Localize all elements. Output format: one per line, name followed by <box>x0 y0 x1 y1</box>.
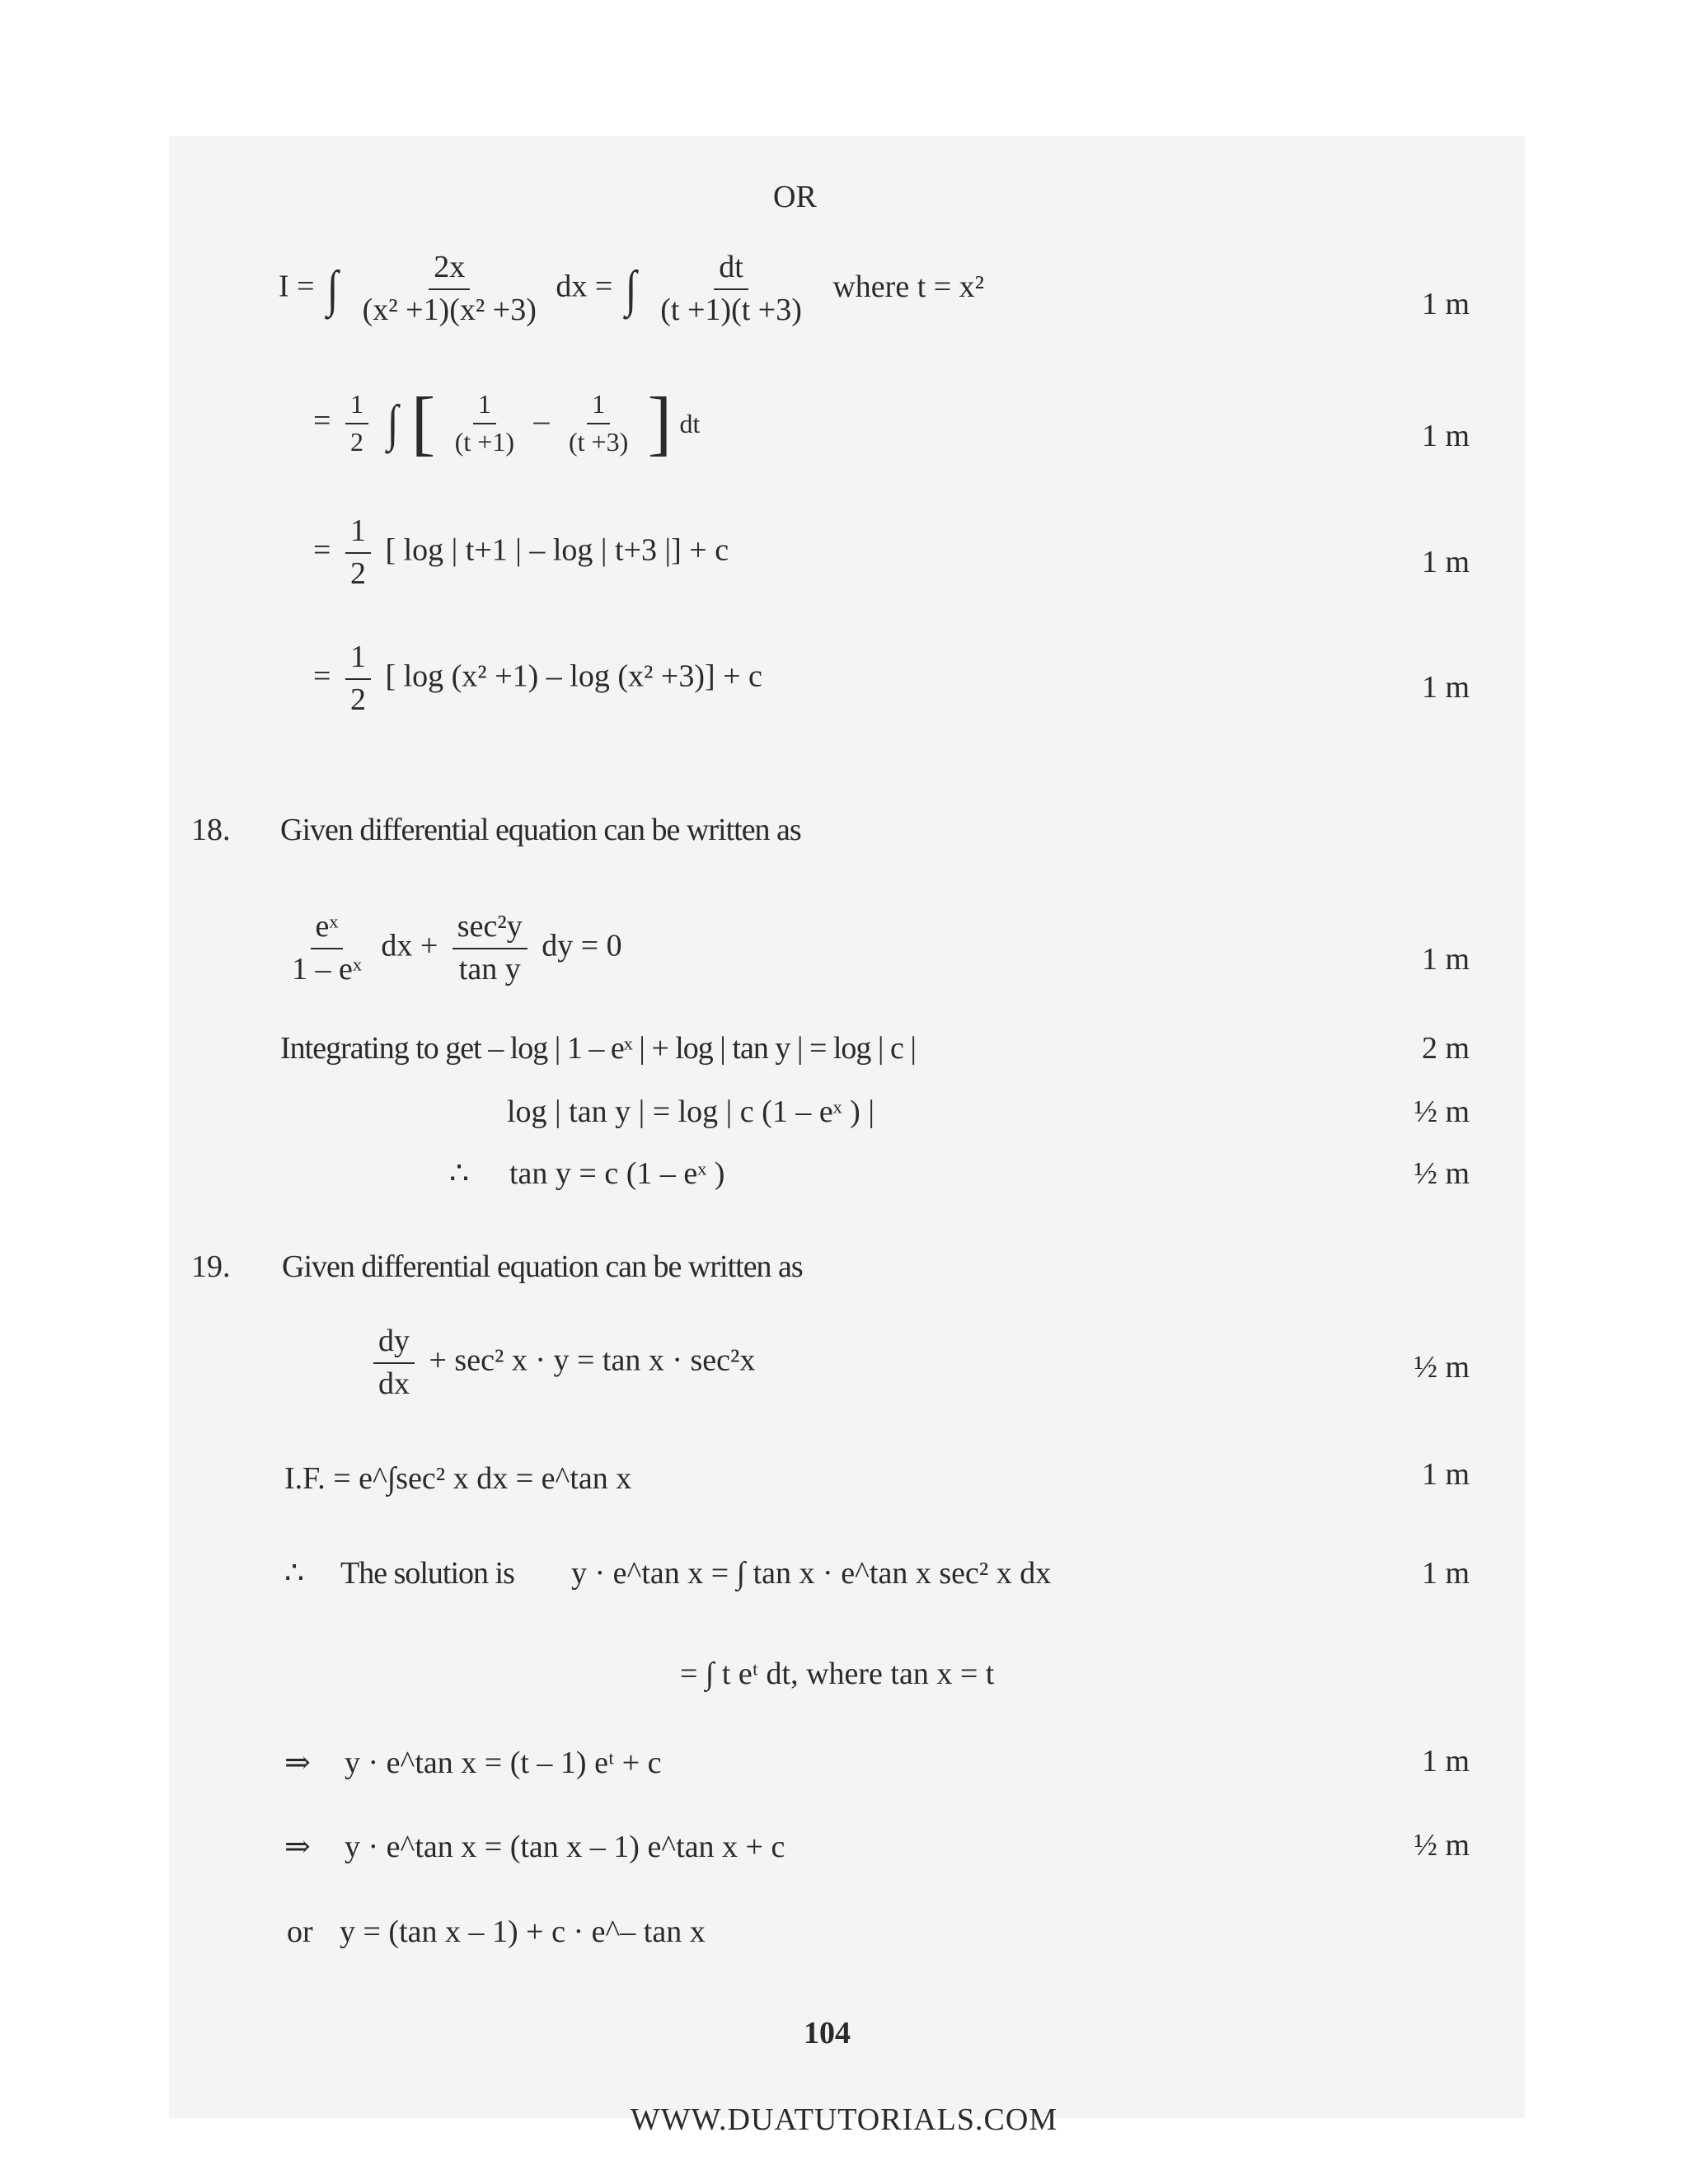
q19-therefore: ∴ <box>284 1556 305 1591</box>
q17-half <box>345 391 368 456</box>
q19-substitution: = ∫ t eᵗ dt, where tan x = t <box>680 1657 995 1691</box>
q18-intro: Given differential equation can be written as <box>280 813 801 847</box>
mark-q19-5: ½ m <box>1414 1828 1470 1863</box>
minus-sign: – <box>533 403 550 438</box>
q18-f2-num: sec²y <box>452 911 528 949</box>
q19-implies-2: ⇒ <box>284 1830 311 1864</box>
half-den: 2 <box>349 555 366 591</box>
q17-f2-num: dt <box>714 251 748 290</box>
partial-1-num: 1 <box>473 391 496 424</box>
q17-partial-1 <box>450 391 519 456</box>
q19-dx: dx <box>378 1366 410 1401</box>
q18-line-4: tan y = c (1 – eˣ ) <box>509 1156 725 1191</box>
mark-q18-2: 2 m <box>1421 1031 1470 1066</box>
mark-q19-1: ½ m <box>1414 1350 1470 1385</box>
mark-q18-3: ½ m <box>1414 1094 1470 1129</box>
q17-half-4 <box>345 641 371 717</box>
mark-q17-1: 1 m <box>1421 287 1470 321</box>
partial-1-den: (t +1) <box>454 427 514 457</box>
q18-line-3: log | tan y | = log | c (1 – eˣ ) | <box>507 1094 874 1129</box>
q17-f1-den: (x² +1)(x² +3) <box>362 292 537 327</box>
mark-q19-4: 1 m <box>1421 1744 1470 1779</box>
q17-line2-eq: = <box>313 403 331 438</box>
q17-where: where t = x² <box>832 269 985 304</box>
q19-step-2: y · e^tan x = (tan x – 1) e^tan x + c <box>345 1830 785 1864</box>
half-num: 1 <box>345 391 368 424</box>
half-den: 2 <box>349 427 363 457</box>
q17-half-3 <box>345 515 371 591</box>
partial-2-num: 1 <box>587 391 610 424</box>
q18-fraction-2 <box>452 911 528 987</box>
q17-line3-eq: = <box>313 532 331 568</box>
q18-f1-den: 1 – eˣ <box>292 951 362 987</box>
footer-watermark: WWW.DUATUTORIALS.COM <box>630 2102 1058 2137</box>
q17-line4-eq: = <box>313 658 331 694</box>
q19-solution-eq: y · e^tan x = ∫ tan x · e^tan x sec² x dx <box>571 1556 1052 1591</box>
q19-dy-dx <box>373 1325 415 1401</box>
right-bracket: ] <box>647 383 673 463</box>
q17-f1-num: 2x <box>429 251 470 290</box>
q19-dy: dy <box>373 1325 415 1364</box>
q19-step-1: y · e^tan x = (t – 1) eᵗ + c <box>345 1746 662 1780</box>
q17-partial-2 <box>564 391 633 456</box>
q19-if-line: I.F. = e^∫sec² x dx = e^tan x <box>284 1461 632 1496</box>
half-den: 2 <box>349 682 366 717</box>
or-heading: OR <box>773 180 817 214</box>
q18-fraction-1 <box>287 911 367 987</box>
q19-equation <box>367 1325 755 1401</box>
q17-line-4 <box>313 641 762 717</box>
mark-q18-1: 1 m <box>1421 942 1470 977</box>
q17-dt: dt <box>679 409 701 438</box>
q18-f2-den: tan y <box>458 951 521 987</box>
q18-therefore: ∴ <box>449 1156 470 1191</box>
mark-q17-4: 1 m <box>1421 670 1470 705</box>
integral-sign: ∫ <box>326 260 339 317</box>
q18-number: 18. <box>191 813 231 847</box>
q18-equation <box>280 911 622 987</box>
mark-q17-2: 1 m <box>1421 419 1470 453</box>
mark-q19-2: 1 m <box>1421 1457 1470 1492</box>
integral-sign: ∫ <box>625 260 637 317</box>
partial-2-den: (t +3) <box>568 427 629 457</box>
mark-q17-3: 1 m <box>1421 545 1470 579</box>
q17-line-1 <box>279 251 984 327</box>
q17-line-2 <box>313 383 701 463</box>
left-bracket: [ <box>410 383 436 463</box>
half-num: 1 <box>345 515 371 554</box>
q17-line4-expr: [ log (x² +1) – log (x² +3)] + c <box>385 658 762 694</box>
integral-sign: ∫ <box>387 396 399 452</box>
q19-or: or <box>287 1915 313 1949</box>
page-number: 104 <box>804 2016 851 2050</box>
q17-f2-den: (t +1)(t +3) <box>660 292 802 327</box>
mark-q18-4: ½ m <box>1414 1156 1470 1191</box>
q19-eq-rest: + sec² x · y = tan x · sec²x <box>429 1343 756 1378</box>
q18-dy-eq: dy = 0 <box>542 928 622 963</box>
q17-i-eq: I = <box>279 269 315 304</box>
q18-integrating: Integrating to get – log | 1 – eˣ | + log | tan y | = log | c | <box>280 1031 917 1066</box>
q17-dx-eq: dx = <box>556 269 613 304</box>
q19-final: y = (tan x – 1) + c · e^– tan x <box>340 1915 706 1949</box>
q17-fraction-1 <box>358 251 542 327</box>
q19-implies-1: ⇒ <box>284 1746 311 1780</box>
q19-intro: Given differential equation can be written as <box>282 1249 803 1284</box>
q17-line3-expr: [ log | t+1 | – log | t+3 |] + c <box>385 532 729 568</box>
q17-fraction-2 <box>655 251 807 327</box>
q17-line-3 <box>313 515 729 591</box>
half-num: 1 <box>345 641 371 680</box>
q19-solution-label: The solution is <box>340 1556 514 1591</box>
q18-f1-num: eˣ <box>311 911 344 949</box>
mark-q19-3: 1 m <box>1421 1556 1470 1591</box>
q18-plus-dx: dx + <box>381 928 438 963</box>
q19-number: 19. <box>191 1249 231 1284</box>
